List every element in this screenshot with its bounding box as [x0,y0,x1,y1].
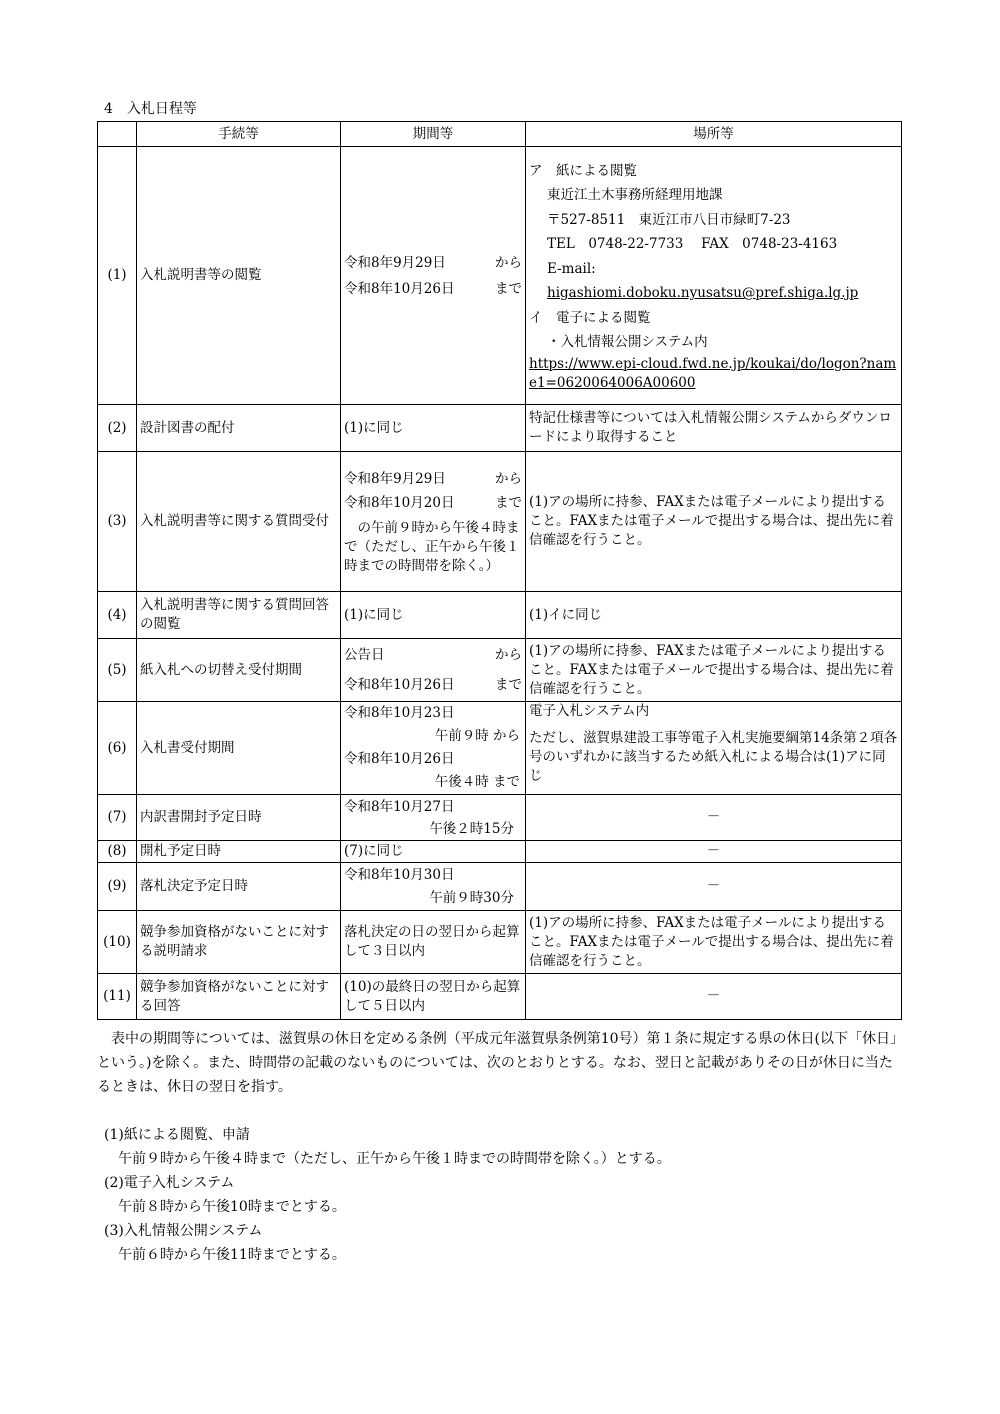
place-electronic: 電子入札システム内 [529,703,650,719]
row-period: (1)に同じ [341,405,526,452]
table-row [98,639,902,702]
row-procedure: 入札説明書等に関する質問受付 [137,452,341,592]
table-header-row [98,122,902,147]
period-start-date: 公告日 [344,647,385,663]
section-heading: 4 入札日程等 [104,101,197,117]
place-a-office: 東近江土木事務所経理用地課 [547,187,723,203]
row-place: － [526,795,902,841]
place-exception: ただし、滋賀県建設工事等電子入札実施要綱第14条第２項各号のいずれかに該当するため紙入札による場合は(1)アに同じ [529,730,898,784]
row-period [341,147,526,405]
period-end-suffix: まで [495,677,522,693]
header-period: 期間等 [341,122,526,147]
header-procedure: 手続等 [137,122,341,147]
period-end-date: 令和8年10月20日 [344,495,455,511]
header-place: 場所等 [526,122,902,147]
row-period: (7)に同じ [341,841,526,863]
system-url-link[interactable]: https://www.epi-cloud.fwd.ne.jp/koukai/do/logon?name1=0620064006A00600 [529,355,897,391]
list-item-desc: 午前６時から午後11時までとする。 [118,1247,346,1263]
row-period: 落札決定の日の翌日から起算して３日以内 [341,911,526,974]
table-row [98,974,902,1020]
row-period: (1)に同じ [341,592,526,639]
list-item [104,1123,671,1171]
row-number: (9) [98,863,137,911]
period-date: 令和8年10月30日 [344,866,455,883]
row-period: (10)の最終日の翌日から起算して５日以内 [341,974,526,1020]
place-a-phone-fax: TEL 0748-22-7733 FAX 0748-23-4163 [547,236,838,252]
row-place: － [526,974,902,1020]
period-start-date: 令和8年9月29日 [344,254,446,271]
row-number: (2) [98,405,137,452]
header-blank [98,122,137,147]
row-procedure: 紙入札への切替え受付期間 [137,639,341,702]
row-procedure: 開札予定日時 [137,841,341,863]
row-procedure: 入札書受付期間 [137,702,341,795]
row-procedure: 入札説明書等の閲覧 [137,147,341,405]
row-period [341,639,526,702]
row-place: (1)アの場所に持参、FAXまたは電子メールにより提出すること。FAXまたは電子メールで提出する場合は、提出先に着信確認を行うこと。 [526,639,902,702]
table-row [98,911,902,974]
row-place [526,147,902,405]
period-start-suffix: から [495,647,522,663]
row-place: － [526,863,902,911]
email-link[interactable]: higashiomi.doboku.nyusatsu@pref.shiga.lg.jp [547,285,859,301]
row-procedure: 内訳書開封予定日時 [137,795,341,841]
row-number: (6) [98,702,137,795]
period-time: 午前９時30分 [429,889,514,906]
row-number: (1) [98,147,137,405]
row-procedure: 入札説明書等に関する質問回答の閲覧 [137,592,341,639]
period-time-note: の午前９時から午後４時まで（ただし、正午から午後１時までの時間帯を除く。） [344,520,520,574]
place-a-email-label: E-mail: [547,260,596,277]
row-place: 特記仕様書等については入札情報公開システムからダウンロードにより取得すること [526,405,902,452]
place-a-title: ア 紙による閲覧 [529,162,637,179]
list-item-title: (2)電子入札システム [104,1175,235,1191]
notes-section [97,1027,901,1099]
place-i-system: ・入札情報公開システム内 [547,334,708,350]
place-a-address: 〒527-8511 東近江市八日市緑町7-23 [547,211,791,228]
list-item [104,1171,671,1219]
table-row [98,702,902,795]
list-item-desc: 午前８時から午後10時までとする。 [118,1199,346,1215]
row-number: (3) [98,452,137,592]
row-number: (4) [98,592,137,639]
list-item-title: (1)紙による閲覧、申請 [104,1127,250,1143]
period-date: 令和8年10月27日 [344,798,455,815]
row-period [341,452,526,592]
table-row [98,841,902,863]
table-row [98,405,902,452]
list-item-desc: 午前９時から午後４時まで（ただし、正午から午後１時までの時間帯を除く。）とする。 [118,1151,671,1167]
row-number: (10) [98,911,137,974]
row-place: (1)アの場所に持参、FAXまたは電子メールにより提出すること。FAXまたは電子メールで提出する場合は、提出先に着信確認を行うこと。 [526,911,902,974]
hours-list [104,1123,671,1267]
notes-paragraph: 表中の期間等については、滋賀県の休日を定める条例（平成元年滋賀県条例第10号）第１条に規定する県の休日(以下「休日」という。)を除く。また、時間帯の記載のないものについては、次のとおりとする。なお、翌日と記載がありその日が休日に当たるときは、休日の翌日を指す。 [97,1031,897,1095]
list-item [104,1219,671,1267]
period-end-suffix: まで [495,280,522,297]
table-row [98,795,902,841]
table-row [98,147,902,405]
period-start-date: 令和8年10月23日 [344,705,455,721]
period-end-suffix: まで [495,495,522,511]
row-period [341,702,526,795]
table-row [98,863,902,911]
row-number: (7) [98,795,137,841]
period-start-date: 令和8年9月29日 [344,471,446,487]
row-place [526,702,902,795]
row-place: (1)アの場所に持参、FAXまたは電子メールにより提出すること。FAXまたは電子メールで提出する場合は、提出先に着信確認を行うこと。 [526,452,902,592]
period-end-date: 令和8年10月26日 [344,280,455,297]
row-procedure: 競争参加資格がないことに対する説明請求 [137,911,341,974]
row-place: － [526,841,902,863]
table-row [98,452,902,592]
period-time: 午後２時15分 [429,820,514,837]
row-procedure: 落札決定予定日時 [137,863,341,911]
period-start-suffix: から [495,254,522,271]
row-period [341,795,526,841]
row-place: (1)イに同じ [526,592,902,639]
row-period [341,863,526,911]
row-number: (8) [98,841,137,863]
place-i-title: イ 電子による閲覧 [529,309,651,326]
row-procedure: 競争参加資格がないことに対する回答 [137,974,341,1020]
period-end-time: 午後４時 まで [434,774,520,790]
period-end-date: 令和8年10月26日 [344,751,455,767]
schedule-table [97,121,902,1020]
row-procedure: 設計図書の配付 [137,405,341,452]
table-row [98,592,902,639]
list-item-title: (3)入札情報公開システム [104,1223,263,1239]
row-number: (5) [98,639,137,702]
period-start-time: 午前９時 から [434,728,520,744]
period-start-suffix: から [495,471,522,487]
row-number: (11) [98,974,137,1020]
period-end-date: 令和8年10月26日 [344,677,455,693]
